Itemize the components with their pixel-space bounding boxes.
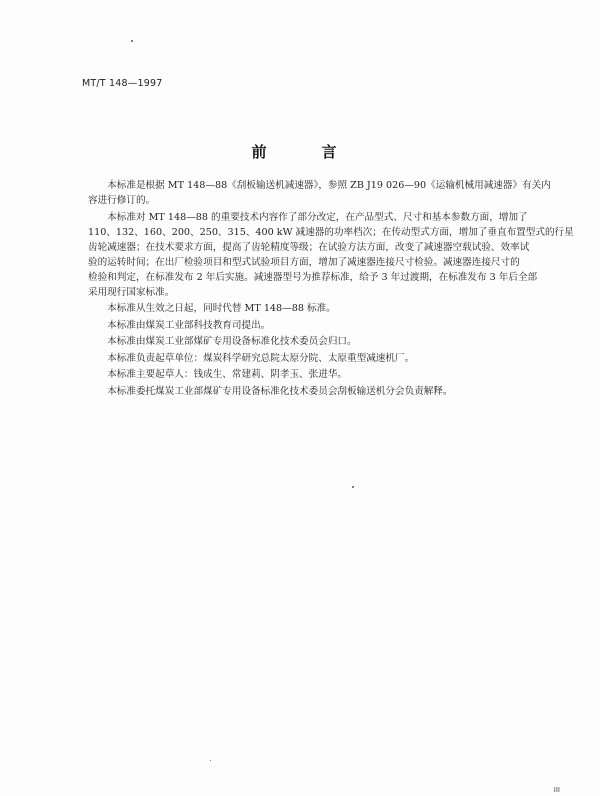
text-line: 检验和判定，在标准发布 2 年后实施。减速器型号为推荐标准，给予 3 年过渡期，在标准发布 3 年后全部 [88,271,538,283]
scan-speck [210,760,211,761]
scan-speck [352,486,354,488]
paragraph-proposed-by [88,318,588,333]
text-line: 本标准是根据 MT 148—88《刮板输送机减速器》，参照 ZB J19 026—90《运输机械用减速器》有关内 [88,180,551,191]
page-number: III [553,786,560,794]
text-line: 容进行修订的。 [88,195,156,206]
text-line: 本标准由煤炭工业部煤矿专用设备标准化技术委员会归口。 [88,336,357,347]
paragraph-drafting-unit [88,351,588,366]
text-line: 齿轮减速器；在技术要求方面，提高了齿轮精度等级；在试验方法方面，改变了减速器空载试验、效率试 [88,241,530,253]
paragraph-replaces [88,301,588,316]
text-line: 验的运转时间；在出厂检验项目和型式试验项目方面，增加了减速器连接尺寸检验。减速器连接尺寸的 [88,256,520,268]
paragraph-interpretation [88,384,588,399]
text-line: 本标准委托煤炭工业部煤矿专用设备标准化技术委员会刮板输送机分会负责解释。 [88,385,453,397]
text-line: 110、132、160、200、250、315、400 kW 减速器的功率档次；在传动型式方面，增加了垂直布置型式的行星 [88,226,574,238]
text-line: 本标准由煤炭工业部科技教育司提出。 [88,319,271,331]
text-line: 本标准负责起草单位：煤炭科学研究总院太原分院、太原重型减速机厂。 [88,352,415,364]
paragraph-drafters [88,367,588,382]
paragraph-changes [88,210,588,300]
foreword-body [88,178,588,399]
paragraph-administered-by [88,334,588,349]
document-code-header: MT/T 148—1997 [82,78,163,89]
page-title: 前 言 [251,143,357,161]
text-line: 本标准从生效之日起，同时代替 MT 148—88 标准。 [88,303,336,314]
text-line: 本标准主要起草人：钱成生、常建莉、阴孝玉、张进华。 [88,369,348,380]
scan-speck [131,40,133,42]
text-line: 采用现行国家标准。 [88,286,175,298]
text-line: 本标准对 MT 148—88 的重要技术内容作了部分改定，在产品型式、尺寸和基本参数方面，增加了 [88,211,528,223]
paragraph-basis [88,178,588,208]
